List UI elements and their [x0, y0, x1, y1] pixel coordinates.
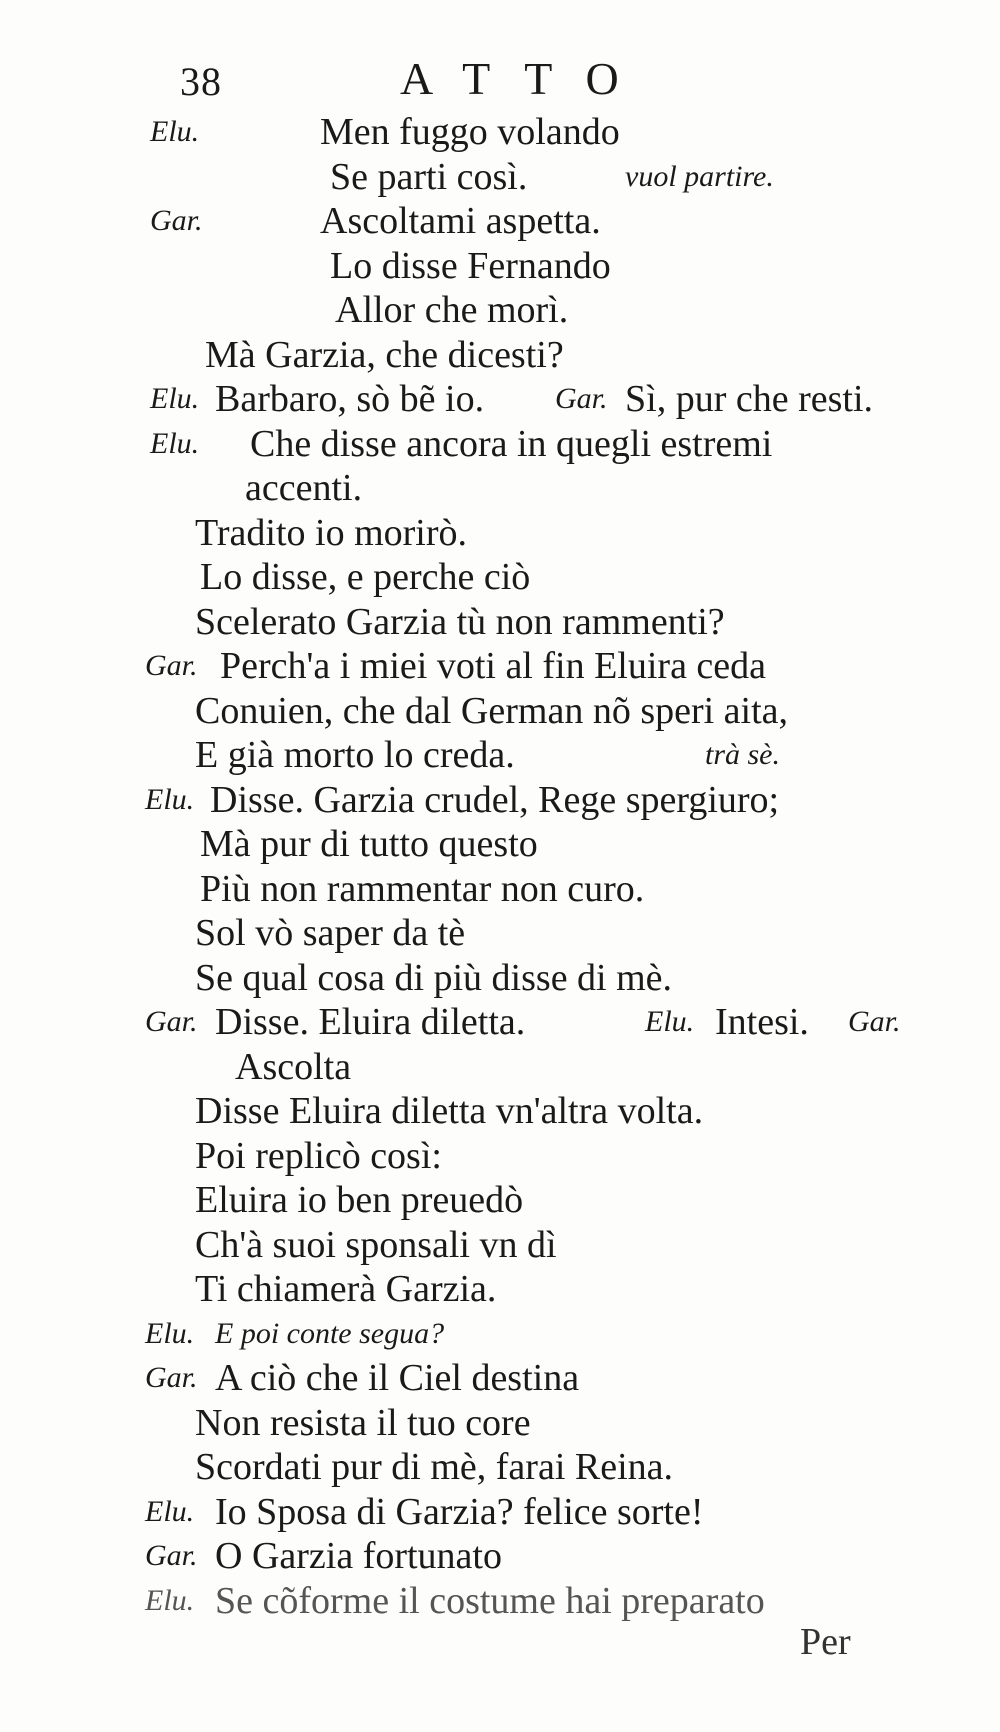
speaker-label: Elu.: [145, 1583, 195, 1617]
verse-text: Sì, pur che resti.: [625, 378, 874, 420]
verse-text: O Garzia fortunato: [215, 1535, 502, 1577]
text-line: [0, 466, 1000, 511]
speaker-label: Elu.: [150, 426, 200, 460]
text-line: [0, 1490, 1000, 1535]
text-line: [0, 110, 1000, 155]
text-line: [0, 555, 1000, 600]
verse-text: Sol vò saper da tè: [195, 912, 466, 954]
verse-text: Barbaro, sò bẽ io.: [215, 378, 485, 420]
text-line: [0, 511, 1000, 556]
verse-text: Lo disse, e perche ciò: [200, 556, 531, 598]
verse-text: Se qual cosa di più disse di mè.: [195, 956, 673, 999]
verse-text: E già morto lo creda.: [195, 734, 515, 776]
text-line: [0, 199, 1000, 244]
text-line: [0, 244, 1000, 289]
verse-text: Mà pur di tutto questo: [200, 823, 538, 865]
verse-text: Poi replicò così:: [195, 1134, 442, 1177]
verse-text: Perch'a i miei voti al fin Eluira ceda: [220, 645, 767, 687]
stage-direction: E poi conte segua?: [215, 1316, 445, 1350]
verse-text: Io Sposa di Garzia? felice sorte!: [215, 1490, 704, 1533]
verse-text: Ascoltami aspetta.: [320, 200, 601, 242]
verse-text: Se parti così.: [330, 155, 528, 198]
speaker-label: Elu.: [145, 782, 195, 816]
speaker-label: Gar.: [145, 649, 198, 682]
verse-text: Disse Eluira diletta vn'altra volta.: [195, 1090, 704, 1132]
speaker-label: Gar.: [145, 1005, 198, 1038]
text-line: [0, 1045, 1000, 1090]
text-line: [0, 867, 1000, 912]
page-number: 38: [180, 59, 222, 104]
verse-text: Mà Garzia, che dicesti?: [205, 333, 564, 376]
text-line: [0, 377, 1000, 422]
speaker-label: Elu.: [145, 1316, 195, 1350]
verse-text: Eluira io ben preuedò: [195, 1179, 524, 1221]
speaker-label: Elu.: [645, 1005, 695, 1038]
verse-text: Scelerato Garzia tù non rammenti?: [195, 600, 725, 643]
text-line: [0, 822, 1000, 867]
text-line: [0, 1223, 1000, 1268]
text-line: [0, 155, 1000, 200]
text-line: [0, 1178, 1000, 1223]
verse-text: accenti.: [245, 467, 363, 509]
text-line: [0, 956, 1000, 1001]
verse-text: Intesi.: [715, 1001, 809, 1043]
speaker-label: Elu.: [145, 1494, 195, 1528]
verse-text: Allor che morì.: [335, 289, 569, 331]
verse-text: Disse. Garzia crudel, Rege spergiuro;: [210, 778, 780, 821]
verse-text: A ciò che il Ciel destina: [215, 1357, 580, 1399]
text-line: [0, 1579, 1000, 1624]
verse-text: Scordati pur di mè, farai Reina.: [195, 1446, 674, 1488]
verse-text: Ch'à suoi sponsali vn dì: [195, 1223, 557, 1266]
text-line: [0, 778, 1000, 823]
verse-text: Conuien, che dal German nõ speri aita,: [195, 689, 789, 732]
speaker-label: Gar.: [145, 1361, 198, 1394]
text-line: [0, 1000, 1000, 1045]
stage-direction: vuol partire.: [625, 159, 774, 193]
text-block: [0, 110, 1000, 1623]
text-line: [0, 1312, 1000, 1357]
verse-text: Tradito io morirò.: [195, 511, 467, 554]
verse-text: Disse. Eluira diletta.: [215, 1001, 526, 1043]
speaker-label: Gar.: [848, 1005, 901, 1038]
speaker-label: Gar.: [150, 204, 203, 237]
verse-text: Se cõforme il costume hai preparato: [215, 1579, 765, 1622]
speaker-label: Elu.: [150, 382, 200, 415]
text-line: [0, 1534, 1000, 1579]
text-line: [0, 288, 1000, 333]
verse-text: Più non rammentar non curo.: [200, 867, 645, 910]
text-line: [0, 1267, 1000, 1312]
verse-text: Ti chiamerà Garzia.: [195, 1268, 497, 1310]
speaker-label: Elu.: [150, 115, 200, 148]
verse-text: Men fuggo volando: [320, 111, 620, 153]
speaker-label: Gar.: [555, 382, 608, 415]
speaker-label: Gar.: [145, 1539, 198, 1572]
text-line: [0, 1134, 1000, 1179]
text-line: [0, 1401, 1000, 1446]
verse-text: Che disse ancora in quegli estremi: [250, 422, 773, 465]
running-head: ATTO: [400, 53, 653, 104]
text-line: [0, 689, 1000, 734]
text-line: [0, 1356, 1000, 1401]
verse-text: Non resista il tuo core: [195, 1401, 531, 1444]
text-line: [0, 1445, 1000, 1490]
catchword: Per: [800, 1621, 851, 1663]
text-line: [0, 733, 1000, 778]
text-line: [0, 600, 1000, 645]
text-line: [0, 333, 1000, 378]
text-line: [0, 1089, 1000, 1134]
stage-direction: trà sè.: [705, 738, 780, 771]
text-line: [0, 422, 1000, 467]
text-line: [0, 911, 1000, 956]
verse-text: Lo disse Fernando: [330, 244, 611, 287]
text-line: [0, 644, 1000, 689]
verse-text: Ascolta: [235, 1045, 352, 1088]
